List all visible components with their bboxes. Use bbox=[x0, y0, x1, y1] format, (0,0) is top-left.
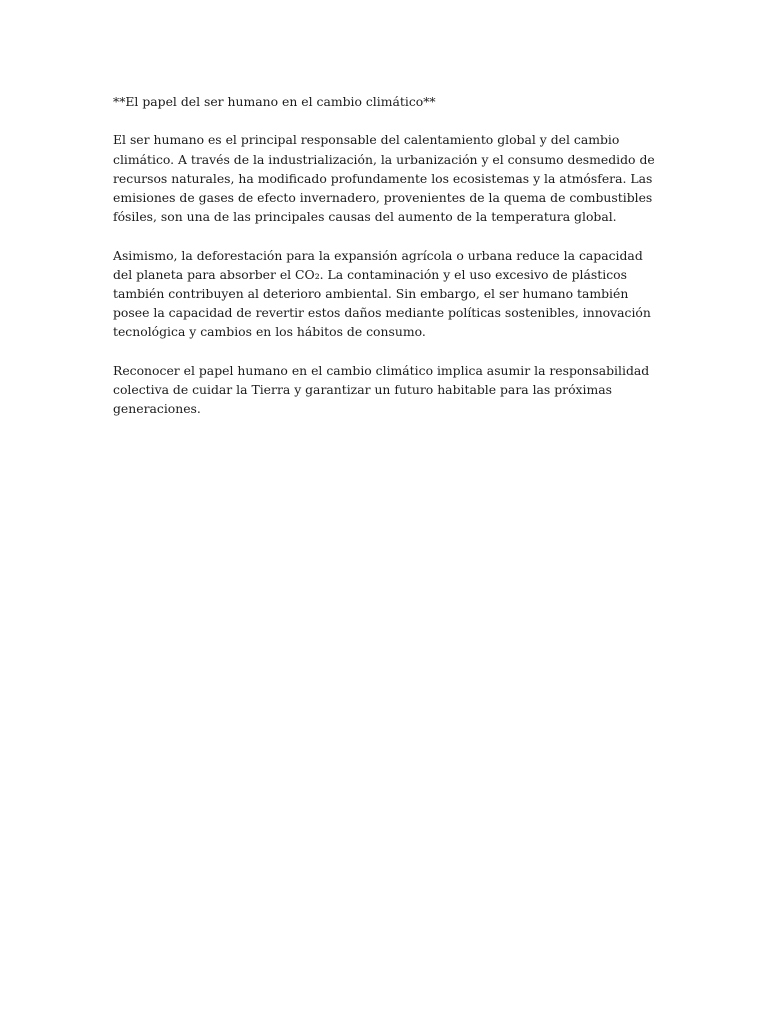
document-body bbox=[113, 92, 661, 438]
document-title: **El papel del ser humano en el cambio climático** bbox=[113, 94, 436, 109]
paragraph-3: Reconocer el papel humano en el cambio climático implica asumir la responsabilidad colectiva de cuidar la Tierra y garantizar un futuro habitable para las próximas generaciones. bbox=[113, 362, 650, 417]
paragraph-2: Asimismo, la deforestación para la expansión agrícola o urbana reduce la capacidad del planeta para absorber el CO₂. La contaminación y el uso excesivo de plásticos también contribuyen al deterioro ambiental. Sin embargo, el ser humano también posee la capacidad de revertir estos daños mediante políticas sostenibles, innovación tecnológica y cambios en los hábitos de consumo. bbox=[113, 247, 651, 340]
paragraph-1: El ser humano es el principal responsable del calentamiento global y del cambio climático. A través de la industrialización, la urbanización y el consumo desmedido de recursos naturales, ha modificado profundamente los ecosistemas y la atmósfera. Las emisiones de gases de efecto invernadero, provenientes de la quema de combustibles fósiles, son una de las principales causas del aumento de la temperatura global. bbox=[113, 132, 655, 225]
